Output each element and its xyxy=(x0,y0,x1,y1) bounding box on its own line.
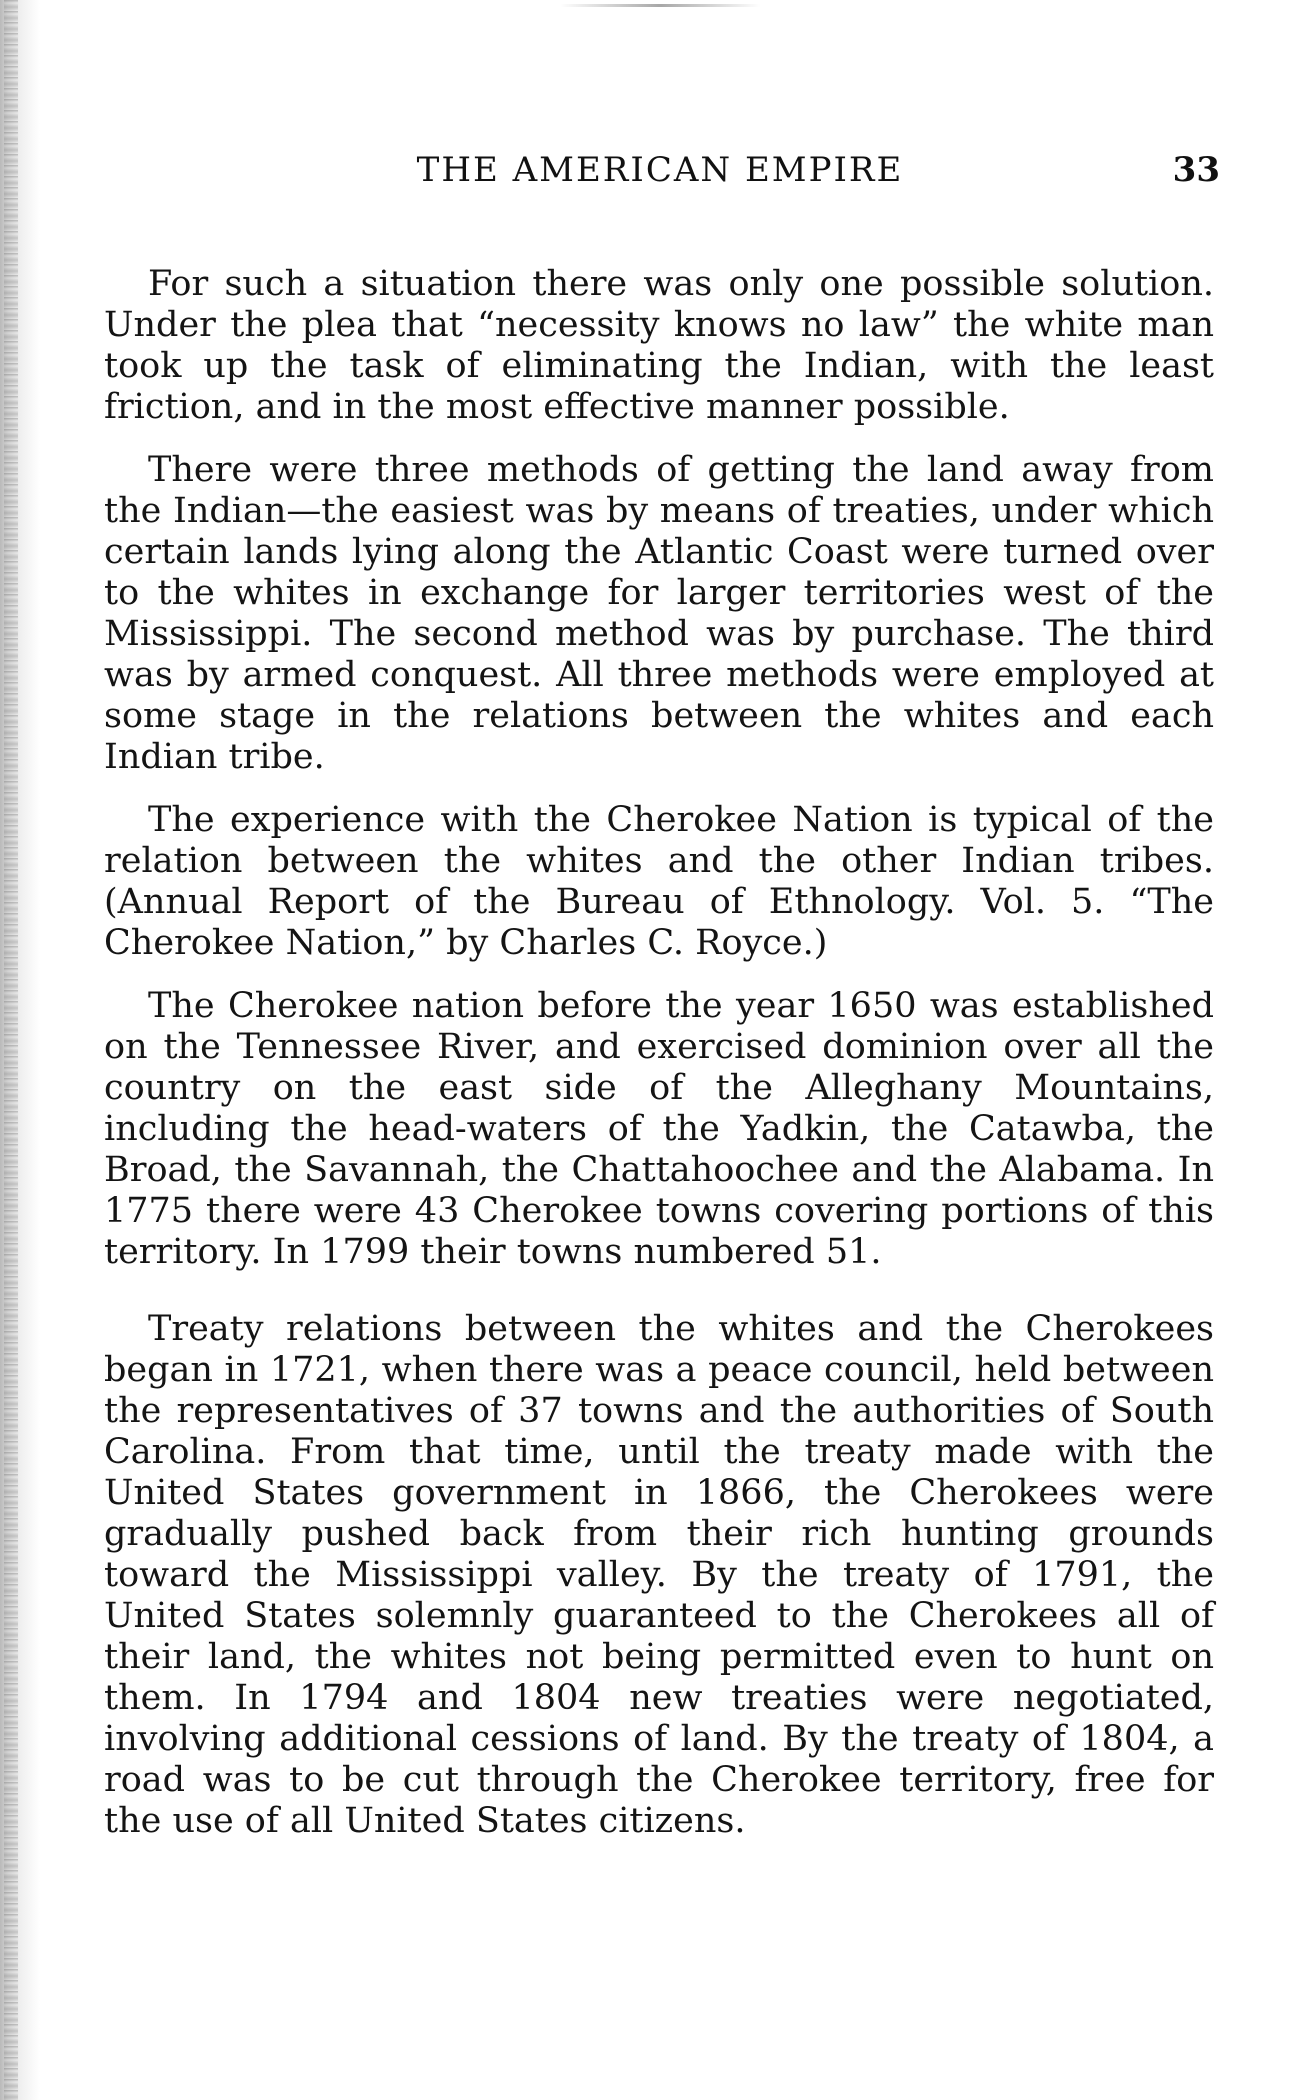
paragraph: The Cherokee nation before the year 1650 was established on the Tennessee River, and exercised dominion over all the country on the east side of the Alleghany Mountains, including the head-waters of the Yadkin, the Catawba, the Broad, the Savannah, the Chattahoochee and the Alabama. In 1775 there were 43 Cherokee towns covering portions of this territory. In 1799 their towns numbered 51. xyxy=(104,986,1214,1272)
binding-edge xyxy=(0,0,40,2100)
running-title: THE AMERICAN EMPIRE xyxy=(416,150,904,190)
page-number: 33 xyxy=(1172,150,1220,190)
paragraph: There were three methods of getting the land away from the Indian—the easiest was by means of treaties, under which certain lands lying along the Atlantic Coast were turned over to the whites in exchange for larger territories west of the Mississippi. The second method was by purchase. The third was by armed conquest. All three methods were employed at some stage in the relations between the whites and each Indian tribe. xyxy=(104,450,1214,777)
paragraph: For such a situation there was only one possible solution. Under the plea that “necessity knows no law” the white man took up the task of eliminating the Indian, with the least friction, and in the most effective manner possible. xyxy=(104,264,1214,427)
paragraph: The experience with the Cherokee Nation is typical of the relation between the whites and the other Indian tribes. (Annual Report of the Bureau of Ethnology. Vol. 5. “The Cherokee Nation,” by Charles C. Royce.) xyxy=(104,800,1214,963)
scan-smudge xyxy=(560,4,760,7)
paragraph: Treaty relations between the whites and the Cherokees began in 1721, when there was a peace council, held between the representatives of 37 towns and the authorities of South Carolina. From that time, until the treaty made with the United States government in 1866, the Cherokees were gradually pushed back from their rich hunting grounds toward the Mississippi valley. By the treaty of 1791, the United States solemnly guaranteed to the Cherokees all of their land, the whites not being permitted even to hunt on them. In 1794 and 1804 new treaties were negotiated, involving additional cessions of land. By the treaty of 1804, a road was to be cut through the Cherokee territory, free for the use of all United States citizens. xyxy=(104,1309,1214,1841)
running-head xyxy=(100,150,1220,194)
body-text xyxy=(104,264,1214,1864)
